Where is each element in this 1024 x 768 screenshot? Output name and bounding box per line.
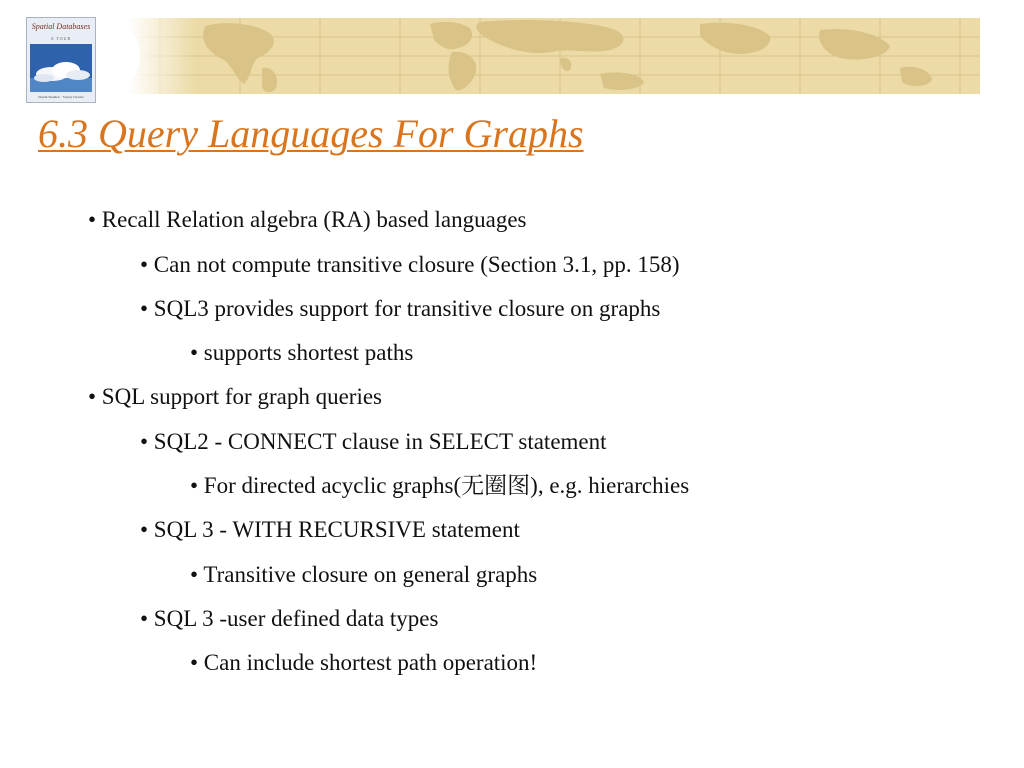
bullet-level2: • SQL 3 - WITH RECURSIVE statement — [140, 517, 520, 542]
bullet-level3: • Can include shortest path operation! — [190, 650, 538, 675]
bullet-level2: • SQL 3 -user defined data types — [140, 606, 439, 631]
bullet-level2: • SQL3 provides support for transitive closure on graphs — [140, 296, 661, 321]
book-cover-title: Spatial Databases — [31, 22, 91, 31]
bullet-level3: • supports shortest paths — [190, 340, 414, 365]
book-cover-image — [26, 17, 96, 103]
cloud-image — [30, 44, 92, 92]
book-cover-subtitle: A TOUR — [50, 36, 72, 41]
slide-title: 6.3 Query Languages For Graphs — [38, 111, 584, 156]
bullet-level3: • For directed acyclic graphs(无圈图), e.g. hierarchies — [190, 473, 690, 498]
book-cover-authors: Shashi Shekhar · Sanjay Chawla — [38, 95, 84, 99]
world-map-banner — [0, 18, 980, 94]
bullet-level1: • SQL support for graph queries — [88, 384, 383, 409]
bullet-level2: • SQL2 - CONNECT clause in SELECT statement — [140, 429, 607, 454]
bullet-level1: • Recall Relation algebra (RA) based languages — [88, 207, 527, 232]
bullet-level2: • Can not compute transitive closure (Section 3.1, pp. 158) — [140, 252, 680, 277]
bullet-level3: • Transitive closure on general graphs — [190, 562, 538, 587]
